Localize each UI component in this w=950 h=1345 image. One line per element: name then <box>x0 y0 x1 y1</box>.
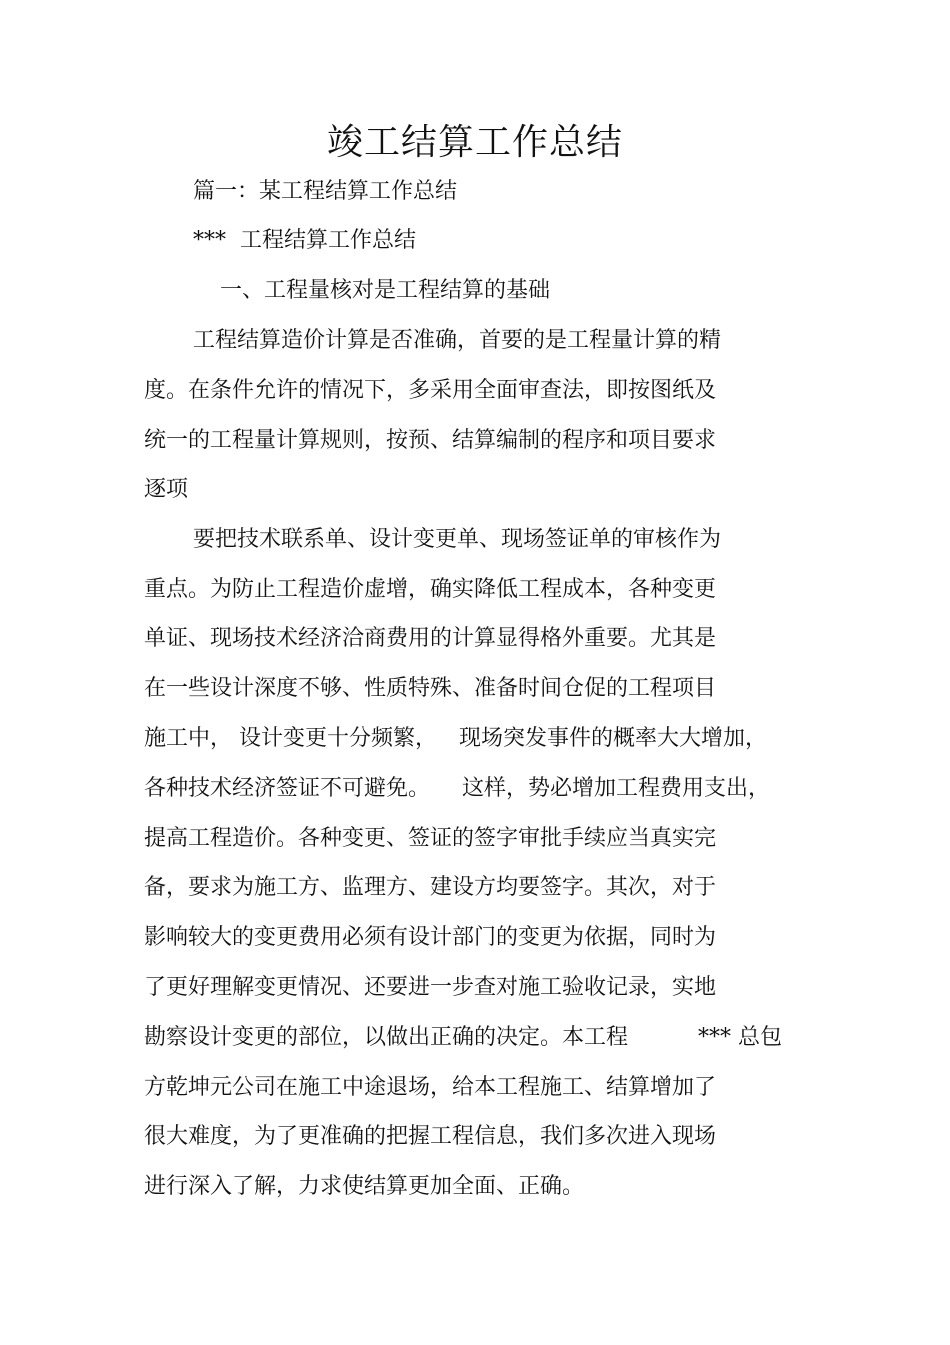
paragraph-line: 在一些设计深度不够、性质特殊、准备时间仓促的工程项目 <box>144 676 717 701</box>
paragraph-line: 了更好理解变更情况、还要进一步查对施工验收记录，实地 <box>144 975 717 1000</box>
stars-placeholder: *** <box>193 228 226 253</box>
paragraph-line: 提高工程造价。各种变更、签证的签字审批手续应当真实完 <box>144 826 717 851</box>
paragraph-line: 要把技术联系单、设计变更单、现场签证单的审核作为 <box>193 527 722 552</box>
paragraph-line: 备，要求为施工方、监理方、建设方均要签字。其次，对于 <box>144 875 717 900</box>
subheading: 篇一：某工程结算工作总结 <box>193 179 458 204</box>
subheading-2 <box>193 226 416 256</box>
paragraph-line: 统一的工程量计算规则，按预、结算编制的程序和项目要求 <box>144 428 717 453</box>
line-segment: 勘察设计变更的部位，以做出正确的决定。本工程 <box>144 1025 629 1050</box>
paragraph-line: 重点。为防止工程造价虚增，确实降低工程成本，各种变更 <box>144 577 717 602</box>
paragraph-line <box>144 724 767 754</box>
section-heading: 一、工程量核对是工程结算的基础 <box>220 278 551 303</box>
paragraph-line: 工程结算造价计算是否准确，首要的是工程量计算的精 <box>193 328 722 353</box>
paragraph-line <box>144 1023 782 1053</box>
paragraph-line: 影响较大的变更费用必须有设计部门的变更为依据，同时为 <box>144 925 717 950</box>
paragraph-line: 进行深入了解，力求使结算更加全面、正确。 <box>144 1174 585 1199</box>
paragraph-line <box>144 774 770 804</box>
paragraph-line: 逐项 <box>144 477 189 502</box>
paragraph-line: 很大难度，为了更准确的把握工程信息，我们多次进入现场 <box>144 1124 717 1149</box>
subheading-2-text: 工程结算工作总结 <box>240 228 417 253</box>
document-title: 竣工结算工作总结 <box>326 122 623 163</box>
line-segment: 现场突发事件的概率大大增加， <box>459 726 768 751</box>
paragraph-line: 单证、现场技术经济洽商费用的计算显得格外重要。尤其是 <box>144 626 717 651</box>
paragraph-line: 度。在条件允许的情况下，多采用全面审查法，即按图纸及 <box>144 378 717 403</box>
paragraph-line: 方乾坤元公司在施工中途退场，给本工程施工、结算增加了 <box>144 1075 717 1100</box>
line-segment: *** 总包 <box>698 1025 783 1050</box>
line-segment: 施工中， 设计变更十分频繁， <box>144 726 437 751</box>
line-segment: 各种技术经济签证不可避免。 <box>144 776 431 801</box>
line-segment: 这样，势必增加工程费用支出， <box>462 776 771 801</box>
